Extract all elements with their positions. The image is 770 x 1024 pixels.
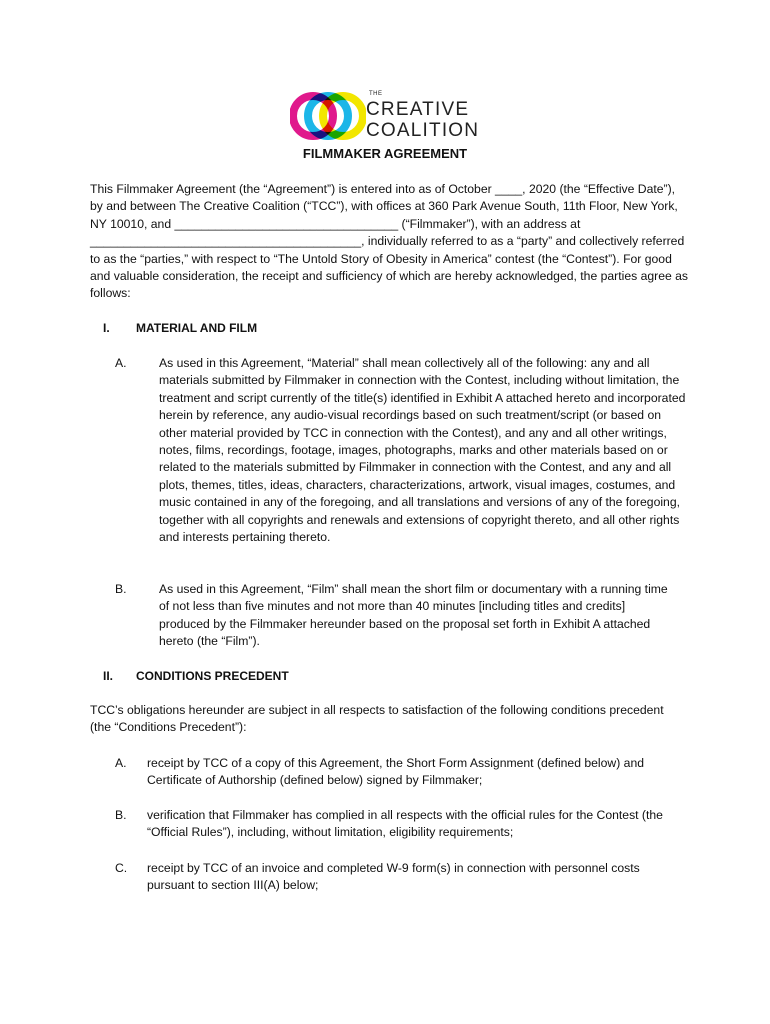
section1-number: I. (103, 321, 110, 335)
document-title: FILMMAKER AGREEMENT (302, 146, 468, 161)
section2-item-b-text: verification that Filmmaker has complied in all respects with the official rules for the Contest (the “Official Rules”), including, without limitation, eligibility requirements; (147, 808, 663, 840)
section1-item-a-text: As used in this Agreement, “Material” shall mean collectively all of the following: any and all materials submitted by Filmmaker in connection with the Contest, including without limitation, the treatment and script currently of the title(s) identified in Exhibit A attached hereto and incorporated herein by reference, any audio-visual recordings based on such treatment/script (or based on other material provided by TCC in connection with the Contest), and any and all other writings, notes, films, recordings, footage, images, photographs, marks and other materials based on or related to the materials submitted by Filmmaker in connection with the Contest, and any and all plots, themes, titles, ideas, characters, characterizations, artwork, visual images, costumes, and music contained in any of the foregoing, and all translations and versions of any of the foregoing, together with all copyrights and renewals and extensions of copyright thereto, and all other rights and interests pertaining thereto. (159, 356, 686, 545)
creative-coalition-logo (290, 88, 490, 144)
section1-item-b-label: B. (115, 582, 127, 596)
intro-paragraph: This Filmmaker Agreement (the “Agreement”) is entered into as of October ____, 2020 (the “Effective Date”), by and between The Creative Coalition (“TCC”), with offices at 360 Park Avenue South, 11th Floor, New York, NY 10010, and _________________________________ (“Filmmaker”), with an address at ________________________________________, individually referred to as a “party” and collectively referred to as the “parties,” with respect to “The Untold Story of Obesity in America” contest (the “Contest”). For good and valuable consideration, the receipt and sufficiency of which are hereby acknowledged, the parties agree as follows: (90, 182, 689, 301)
section1-item-b-text: As used in this Agreement, “Film” shall mean the short film or documentary with a running time of not less than five minutes and not more than 40 minutes [including titles and credits] produced by the Filmmaker hereunder based on the proposal set forth in Exhibit A attached hereto (the “Film”). (159, 582, 668, 649)
section2-item-b-label: B. (115, 808, 127, 822)
section2-item-a-label: A. (115, 756, 127, 770)
section1-heading: MATERIAL AND FILM (136, 321, 258, 335)
section2-number: II. (103, 669, 114, 683)
section2-heading: CONDITIONS PRECEDENT (136, 669, 289, 683)
logo-line1-text: CREATIVE (366, 99, 470, 120)
logo-circles-icon (290, 88, 366, 144)
logo-the-text: THE (369, 91, 383, 97)
section2-intro: TCC’s obligations hereunder are subject in all respects to satisfaction of the following conditions precedent (the “Conditions Precedent”): (90, 703, 664, 735)
section2-item-c-text: receipt by TCC of an invoice and completed W-9 form(s) in connection with personnel costs pursuant to section III(A) below; (147, 861, 640, 893)
section2-item-c-label: C. (115, 861, 128, 875)
logo-line2-text: COALITION (366, 120, 480, 141)
section2-item-a-text: receipt by TCC of a copy of this Agreement, the Short Form Assignment (defined below) and Certificate of Authorship (defined below) signed by Filmmaker; (147, 756, 645, 788)
section1-item-a-label: A. (115, 356, 127, 370)
